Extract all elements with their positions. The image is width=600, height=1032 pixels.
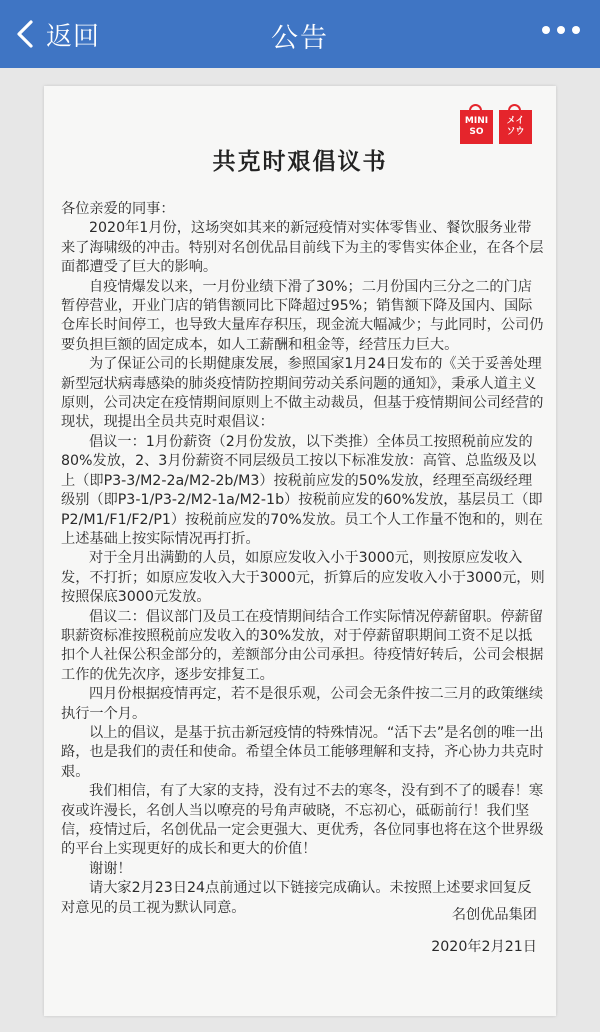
logo-text: ソウ <box>506 127 525 137</box>
more-options-button[interactable] <box>542 26 580 34</box>
paragraph: 我们相信，有了大家的支持，没有过不去的寒冬，没有到不了的暖春！寒夜或许漫长，名创人当以嘹亮的号角声破晓，不忘初心，砥砺前行！我们坚信，疫情过后，名创优品一定会更强大、更优秀，各位同事也将在这个世界级的平台上实现更好的成长和更大的价值！ <box>61 783 544 858</box>
paragraph: 对于全月出满勤的人员，如原应发收入小于3000元，则按原应发收入发，不打折；如原应发收入大于3000元，折算后的应发收入小于3000元，则按照保底3000元发放。 <box>61 550 545 606</box>
back-label: 返回 <box>46 21 101 52</box>
nav-bar <box>0 0 600 68</box>
paragraph: 为了保证公司的长期健康发展，参照国家1月24日发布的《关于妥善处理新型冠状病毒感染的肺炎疫情防控期间劳动关系问题的通知》，秉承人道主义原则，公司决定在疫情期间原则上不做主动裁员，但基于疫情期间公司经营的现状，现提出全员共克时艰倡议： <box>61 356 544 431</box>
document-title: 共克时艰倡议书 <box>212 149 388 175</box>
greeting: 各位亲爱的同事： <box>61 201 175 217</box>
dot-icon <box>542 26 550 34</box>
date: 2020年2月21日 <box>431 939 537 955</box>
paragraph: 自疫情爆发以来，一月份业绩下滑了30%；二月份国内三分之二的门店暂停营业，开业门店的销售额同比下降超过95%；销售额下降及国内、国际仓库长时间停工，也导致大量库存积压，现金流大幅减少；与此同时，公司仍要负担巨额的固定成本，如人工薪酬和租金等，经营压力巨大。 <box>61 278 544 353</box>
miniso-logo <box>460 110 493 144</box>
logo-text: MINI <box>464 116 489 126</box>
dot-icon <box>557 26 565 34</box>
announcement-document <box>44 86 556 1016</box>
paragraph: 倡议一：1月份薪资（2月份发放，以下类推）全体员工按照税前应发的80%发放，2、3月份薪资不同层级员工按以下标准发放：高管、总监级及以上（即P3-3/M2-2a/M2-2b/M3）按税前应发的50%发放，经理至高级经理级别（即P3-1/P3-2/M2-1a/M2-1b）按税前应发的60%发放，基层员工（即P2/M1/F1/F2/P1）按税前应发的70%发放。员工个人工作量不饱和的，则在上述基础上按实际情况再打折。 <box>61 433 543 547</box>
brand-logos <box>460 110 532 144</box>
logo-text: メイ <box>506 116 525 126</box>
paragraph: 谢谢！ <box>89 860 132 877</box>
logo-text: SO <box>469 127 484 137</box>
paragraph: 四月份根据疫情再定，若不是很乐观，公司会无条件按二三月的政策继续执行一个月。 <box>61 686 544 722</box>
paragraph: 请大家2月23日24点前通过以下链接完成确认。未按照上述要求回复反对意见的员工视为默认同意。 <box>61 880 532 916</box>
dot-icon <box>572 26 580 34</box>
meiso-logo <box>499 110 532 144</box>
paragraph: 以上的倡议，是基于抗击新冠疫情的特殊情况。“活下去”是名创的唯一出路，也是我们的责任和使命。希望全体员工能够理解和支持，齐心协力共克时艰。 <box>61 724 544 780</box>
page-title: 公告 <box>271 23 329 54</box>
signature: 名创优品集团 <box>451 907 537 923</box>
document-body <box>61 200 545 918</box>
paragraph: 2020年1月份，这场突如其来的新冠疫情对实体零售业、餐饮服务业带来了海啸级的冲击。特别对名创优品目前线下为主的零售实体企业，在各个层面都遭受了巨大的影响。 <box>61 220 544 276</box>
paragraph: 倡议二：倡议部门及员工在疫情期间结合工作实际情况停薪留职。停薪留职薪资标准按照税前应发收入的30%发放，对于停薪留职期间工资不足以抵扣个人社保公积金部分的，差额部分由公司承担。待疫情好转后，公司会根据工作的优先次序，逐步安排复工。 <box>61 608 544 683</box>
